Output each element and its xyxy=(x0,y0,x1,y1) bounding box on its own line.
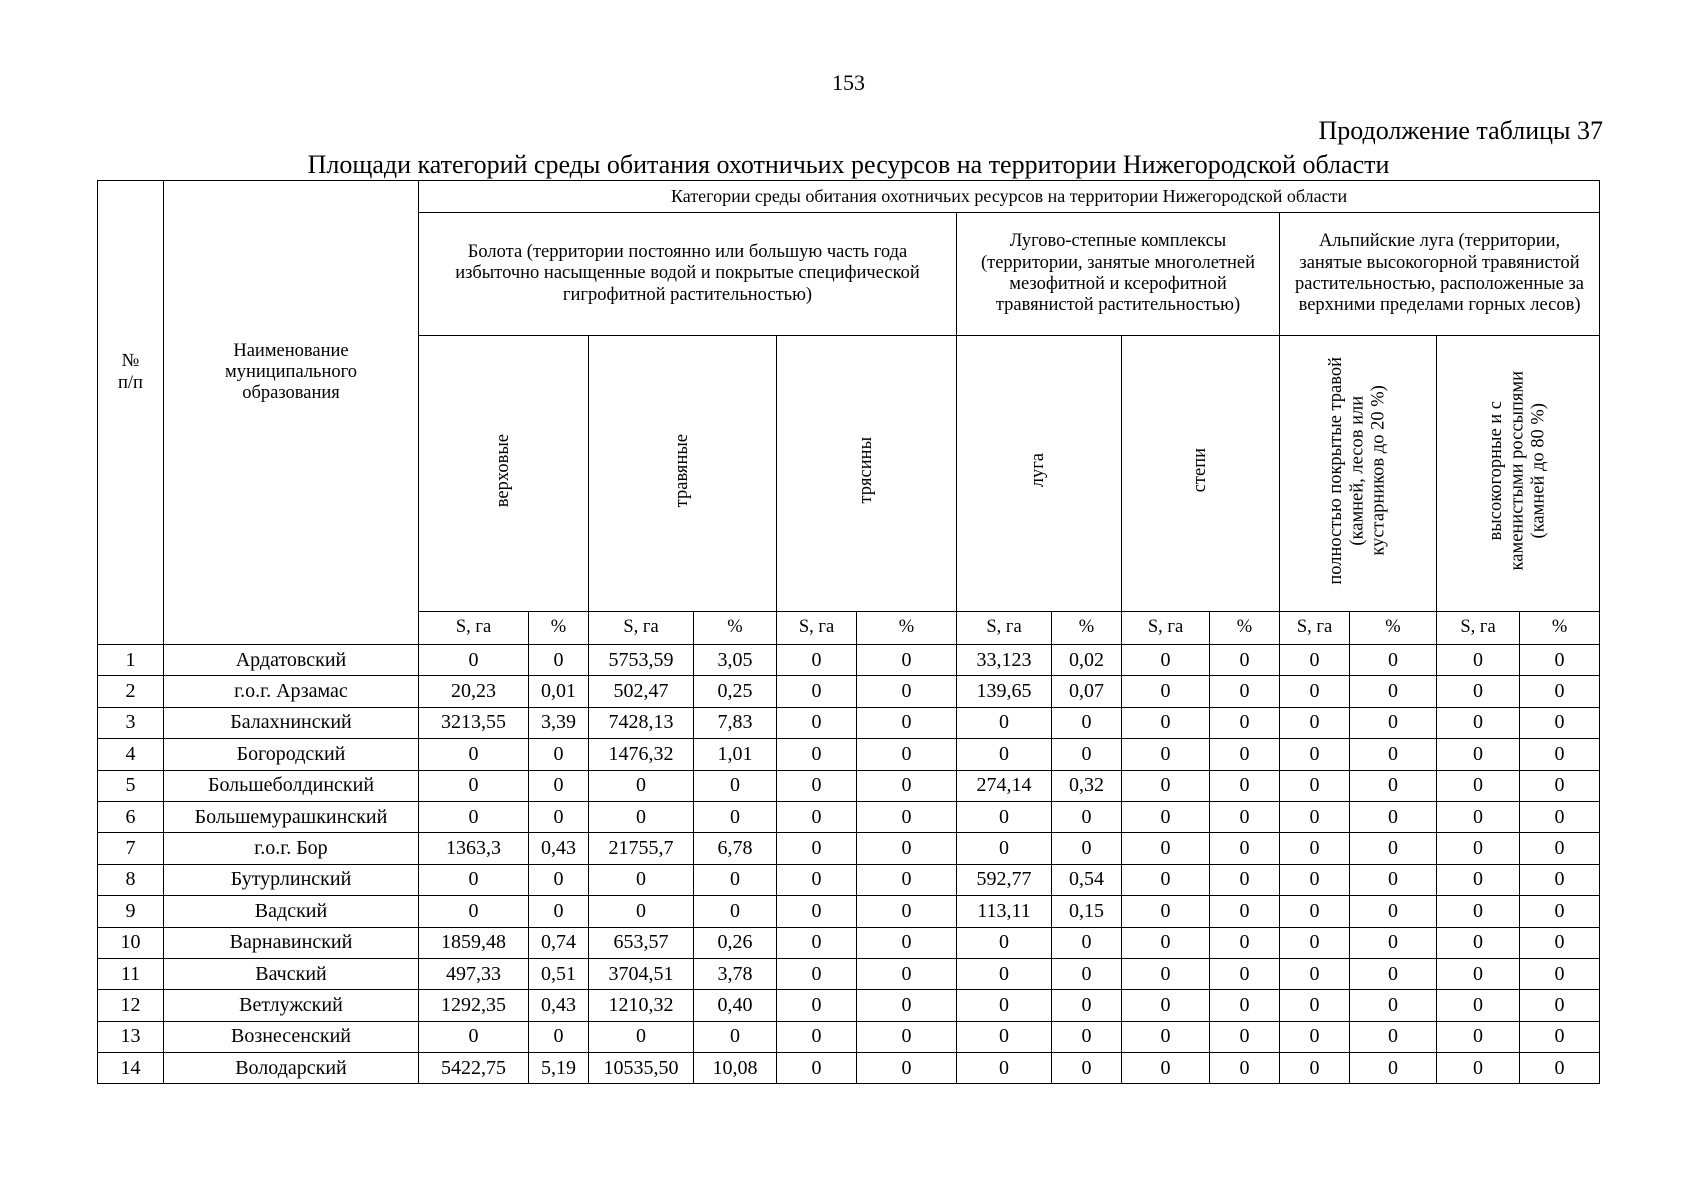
municipality-name-cell: Богородский xyxy=(164,739,419,770)
value-cell: 0 xyxy=(777,645,857,676)
value-cell: 0,32 xyxy=(1052,770,1122,801)
value-cell: 0 xyxy=(1437,707,1520,738)
value-cell: 0 xyxy=(1210,770,1280,801)
value-cell: 0 xyxy=(1210,927,1280,958)
value-cell: 0 xyxy=(419,1021,529,1052)
value-cell: 3,05 xyxy=(694,645,777,676)
value-cell: 0 xyxy=(1437,739,1520,770)
value-cell: 0 xyxy=(1350,833,1437,864)
subheader-raised-bogs xyxy=(419,336,589,612)
subheader-quagmires xyxy=(777,336,957,612)
value-cell: 0 xyxy=(1520,770,1600,801)
value-cell: 0 xyxy=(1350,990,1437,1021)
municipality-name-cell: Большеболдинский xyxy=(164,770,419,801)
value-cell: 0 xyxy=(589,896,694,927)
value-cell: 592,77 xyxy=(957,864,1052,895)
value-cell: 0 xyxy=(1437,676,1520,707)
value-cell: 0 xyxy=(957,990,1052,1021)
row-number-cell: 4 xyxy=(98,739,164,770)
value-cell: 5422,75 xyxy=(419,1053,529,1084)
value-cell: 0 xyxy=(777,801,857,832)
value-cell: 497,33 xyxy=(419,958,529,989)
group-header-alpine-meadows: Альпийские луга (территории, занятые высокогорной травянистой растительностью, расположенные за верхними пределами горных лесов) xyxy=(1280,213,1600,336)
table-row xyxy=(98,1021,1600,1052)
value-cell: 0 xyxy=(1052,739,1122,770)
value-cell: 0 xyxy=(1280,833,1350,864)
value-cell: 5,19 xyxy=(529,1053,589,1084)
value-cell: 0 xyxy=(1052,707,1122,738)
value-cell: 0,07 xyxy=(1052,676,1122,707)
group-header-bogs: Болота (территории постоянно или большую часть года избыточно насыщенные водой и покрытые специфической гигрофитной растительностью) xyxy=(419,213,957,336)
value-cell: 0 xyxy=(857,833,957,864)
column-header-name xyxy=(164,181,419,645)
table-row xyxy=(98,927,1600,958)
value-cell: 0 xyxy=(1520,676,1600,707)
municipality-name-cell: Балахнинский xyxy=(164,707,419,738)
value-cell: 0 xyxy=(1437,801,1520,832)
value-cell: 0 xyxy=(1280,958,1350,989)
habitat-areas-table xyxy=(97,180,1600,1084)
value-cell: 0 xyxy=(1280,896,1350,927)
subheader-meadows xyxy=(957,336,1122,612)
value-cell: 0 xyxy=(419,739,529,770)
subheader-steppes xyxy=(1122,336,1280,612)
value-cell: 7,83 xyxy=(694,707,777,738)
value-cell: 20,23 xyxy=(419,676,529,707)
unit-area: S, га xyxy=(777,612,857,645)
table-row xyxy=(98,770,1600,801)
value-cell: 0 xyxy=(857,896,957,927)
value-cell: 0 xyxy=(957,1021,1052,1052)
value-cell: 0 xyxy=(589,864,694,895)
value-cell: 0 xyxy=(1210,1053,1280,1084)
value-cell: 0 xyxy=(1122,676,1210,707)
value-cell: 0 xyxy=(777,739,857,770)
value-cell: 0 xyxy=(1052,990,1122,1021)
value-cell: 0 xyxy=(694,896,777,927)
value-cell: 0 xyxy=(419,645,529,676)
value-cell: 0 xyxy=(1520,958,1600,989)
value-cell: 0 xyxy=(1210,958,1280,989)
value-cell: 0 xyxy=(1052,1053,1122,1084)
value-cell: 0 xyxy=(857,739,957,770)
value-cell: 0 xyxy=(957,927,1052,958)
value-cell: 0 xyxy=(777,1053,857,1084)
group-header-meadow-steppe: Лугово-степные комплексы (территории, занятые многолетней мезофитной и ксерофитной травянистой растительностью) xyxy=(957,213,1280,336)
value-cell: 0 xyxy=(1520,739,1600,770)
row-number-cell: 11 xyxy=(98,958,164,989)
value-cell: 0 xyxy=(957,801,1052,832)
value-cell: 0 xyxy=(857,1021,957,1052)
value-cell: 0 xyxy=(957,739,1052,770)
value-cell: 0 xyxy=(1122,990,1210,1021)
value-cell: 0,43 xyxy=(529,990,589,1021)
value-cell: 0,02 xyxy=(1052,645,1122,676)
unit-percent: % xyxy=(857,612,957,645)
value-cell: 0 xyxy=(1280,990,1350,1021)
table-row xyxy=(98,990,1600,1021)
value-cell: 0 xyxy=(1122,896,1210,927)
value-cell: 0 xyxy=(1350,927,1437,958)
value-cell: 0 xyxy=(777,958,857,989)
value-cell: 0 xyxy=(857,801,957,832)
value-cell: 1859,48 xyxy=(419,927,529,958)
value-cell: 10,08 xyxy=(694,1053,777,1084)
value-cell: 0 xyxy=(419,864,529,895)
value-cell: 0 xyxy=(777,864,857,895)
value-cell: 5753,59 xyxy=(589,645,694,676)
value-cell: 0 xyxy=(1052,1021,1122,1052)
unit-percent: % xyxy=(1210,612,1280,645)
value-cell: 0 xyxy=(1520,707,1600,738)
value-cell: 10535,50 xyxy=(589,1053,694,1084)
value-cell: 0 xyxy=(1210,739,1280,770)
value-cell: 0 xyxy=(529,1021,589,1052)
row-number-cell: 13 xyxy=(98,1021,164,1052)
value-cell: 0,26 xyxy=(694,927,777,958)
value-cell: 0 xyxy=(529,770,589,801)
municipality-name-cell: г.о.г. Арзамас xyxy=(164,676,419,707)
value-cell: 0 xyxy=(1350,864,1437,895)
value-cell: 0 xyxy=(857,864,957,895)
municipality-name-cell: Вачский xyxy=(164,958,419,989)
value-cell: 0 xyxy=(1210,801,1280,832)
subheader-grass-bogs xyxy=(589,336,777,612)
value-cell: 0 xyxy=(1052,801,1122,832)
subheader-grass-covered xyxy=(1280,336,1437,612)
value-cell: 0 xyxy=(857,1053,957,1084)
unit-percent: % xyxy=(694,612,777,645)
value-cell: 0,15 xyxy=(1052,896,1122,927)
table-row xyxy=(98,896,1600,927)
value-cell: 0 xyxy=(1280,1021,1350,1052)
municipality-name-cell: Вадский xyxy=(164,896,419,927)
value-cell: 0 xyxy=(694,770,777,801)
value-cell: 113,11 xyxy=(957,896,1052,927)
value-cell: 0 xyxy=(1122,739,1210,770)
value-cell: 0 xyxy=(857,770,957,801)
subheader-highland-rocky-text: высокогорные и с каменистыми россыпями (камней до 80 %) xyxy=(1486,370,1549,571)
value-cell: 1,01 xyxy=(694,739,777,770)
value-cell: 0 xyxy=(1350,676,1437,707)
value-cell: 0 xyxy=(1437,990,1520,1021)
row-number-cell: 5 xyxy=(98,770,164,801)
value-cell: 0 xyxy=(1280,864,1350,895)
value-cell: 0 xyxy=(1122,833,1210,864)
value-cell: 0,01 xyxy=(529,676,589,707)
value-cell: 0 xyxy=(1350,1021,1437,1052)
table-body xyxy=(98,645,1600,1084)
value-cell: 0 xyxy=(1520,864,1600,895)
value-cell: 0 xyxy=(957,833,1052,864)
table-title: Площади категорий среды обитания охотничьих ресурсов на территории Нижегородской области xyxy=(307,150,1390,179)
value-cell: 0 xyxy=(857,676,957,707)
value-cell: 3213,55 xyxy=(419,707,529,738)
value-cell: 0 xyxy=(1122,864,1210,895)
value-cell: 0 xyxy=(1210,990,1280,1021)
value-cell: 1210,32 xyxy=(589,990,694,1021)
value-cell: 0 xyxy=(777,707,857,738)
row-number-cell: 8 xyxy=(98,864,164,895)
row-number-cell: 1 xyxy=(98,645,164,676)
number-header-text: № п/п xyxy=(118,351,143,393)
value-cell: 0 xyxy=(777,896,857,927)
value-cell: 0 xyxy=(1350,645,1437,676)
value-cell: 274,14 xyxy=(957,770,1052,801)
value-cell: 0 xyxy=(1437,833,1520,864)
value-cell: 0 xyxy=(1350,896,1437,927)
value-cell: 0 xyxy=(1122,801,1210,832)
value-cell: 0 xyxy=(1520,1021,1600,1052)
table-row xyxy=(98,958,1600,989)
subheader-steppes-text: степи xyxy=(1189,448,1210,493)
municipality-name-cell: Ветлужский xyxy=(164,990,419,1021)
value-cell: 0,40 xyxy=(694,990,777,1021)
unit-area: S, га xyxy=(957,612,1052,645)
unit-percent: % xyxy=(529,612,589,645)
value-cell: 0 xyxy=(1210,707,1280,738)
value-cell: 0 xyxy=(1122,958,1210,989)
unit-area: S, га xyxy=(1280,612,1350,645)
table-row xyxy=(98,707,1600,738)
municipality-name-cell: Вознесенский xyxy=(164,1021,419,1052)
unit-area: S, га xyxy=(589,612,694,645)
value-cell: 0 xyxy=(589,1021,694,1052)
value-cell: 139,65 xyxy=(957,676,1052,707)
value-cell: 0 xyxy=(1280,739,1350,770)
value-cell: 0 xyxy=(1350,770,1437,801)
value-cell: 0 xyxy=(1122,707,1210,738)
value-cell: 3,39 xyxy=(529,707,589,738)
value-cell: 0 xyxy=(777,1021,857,1052)
unit-area: S, га xyxy=(1122,612,1210,645)
row-number-cell: 14 xyxy=(98,1053,164,1084)
value-cell: 0 xyxy=(1437,1053,1520,1084)
value-cell: 0 xyxy=(1122,770,1210,801)
value-cell: 0 xyxy=(1280,676,1350,707)
value-cell: 0 xyxy=(1122,645,1210,676)
row-number-cell: 7 xyxy=(98,833,164,864)
subheader-raised-bogs-text: верховые xyxy=(492,433,513,508)
value-cell: 0 xyxy=(777,990,857,1021)
municipality-name-cell: Большемурашкинский xyxy=(164,801,419,832)
value-cell: 0 xyxy=(419,770,529,801)
value-cell: 0 xyxy=(1052,833,1122,864)
value-cell: 0 xyxy=(694,864,777,895)
value-cell: 0 xyxy=(1280,770,1350,801)
value-cell: 0 xyxy=(1520,896,1600,927)
value-cell: 502,47 xyxy=(589,676,694,707)
value-cell: 0 xyxy=(529,739,589,770)
value-cell: 0,54 xyxy=(1052,864,1122,895)
value-cell: 0 xyxy=(1052,958,1122,989)
value-cell: 0 xyxy=(1210,645,1280,676)
value-cell: 0 xyxy=(1122,1053,1210,1084)
table-row xyxy=(98,801,1600,832)
unit-percent: % xyxy=(1350,612,1437,645)
value-cell: 0 xyxy=(1350,801,1437,832)
value-cell: 3704,51 xyxy=(589,958,694,989)
value-cell: 0 xyxy=(1280,645,1350,676)
table-row xyxy=(98,833,1600,864)
value-cell: 0 xyxy=(1210,833,1280,864)
value-cell: 0 xyxy=(777,676,857,707)
value-cell: 0 xyxy=(1520,833,1600,864)
value-cell: 0 xyxy=(1280,707,1350,738)
value-cell: 1363,3 xyxy=(419,833,529,864)
municipality-name-cell: Володарский xyxy=(164,1053,419,1084)
value-cell: 0 xyxy=(1122,927,1210,958)
subheader-highland-rocky xyxy=(1437,336,1600,612)
value-cell: 6,78 xyxy=(694,833,777,864)
value-cell: 0 xyxy=(1052,927,1122,958)
value-cell: 0 xyxy=(1280,927,1350,958)
subheader-grass-covered-text: полностью покрытые травой (камней, лесов или кустарников до 20 %) xyxy=(1326,356,1389,585)
row-number-cell: 9 xyxy=(98,896,164,927)
value-cell: 7428,13 xyxy=(589,707,694,738)
value-cell: 0 xyxy=(777,833,857,864)
value-cell: 0 xyxy=(1122,1021,1210,1052)
value-cell: 0 xyxy=(589,770,694,801)
value-cell: 1292,35 xyxy=(419,990,529,1021)
value-cell: 3,78 xyxy=(694,958,777,989)
value-cell: 0 xyxy=(1210,1021,1280,1052)
subheader-grass-bogs-text: травяные xyxy=(671,433,692,508)
value-cell: 0 xyxy=(957,1053,1052,1084)
unit-area: S, га xyxy=(1437,612,1520,645)
table-row xyxy=(98,645,1600,676)
value-cell: 0 xyxy=(1520,801,1600,832)
table-row xyxy=(98,676,1600,707)
value-cell: 21755,7 xyxy=(589,833,694,864)
unit-area: S, га xyxy=(419,612,529,645)
value-cell: 0 xyxy=(857,958,957,989)
value-cell: 0 xyxy=(1437,927,1520,958)
value-cell: 0 xyxy=(1210,676,1280,707)
value-cell: 0,25 xyxy=(694,676,777,707)
value-cell: 0 xyxy=(857,645,957,676)
value-cell: 0 xyxy=(1520,990,1600,1021)
value-cell: 0,74 xyxy=(529,927,589,958)
value-cell: 0 xyxy=(1437,896,1520,927)
table-continuation-label: Продолжение таблицы 37 xyxy=(1318,116,1603,145)
value-cell: 0 xyxy=(957,958,1052,989)
municipality-name-cell: Ардатовский xyxy=(164,645,419,676)
categories-header: Категории среды обитания охотничьих ресурсов на территории Нижегородской области xyxy=(419,181,1600,213)
value-cell: 0 xyxy=(957,707,1052,738)
value-cell: 0 xyxy=(1280,801,1350,832)
value-cell: 0 xyxy=(857,707,957,738)
name-header-text: Наименование муниципального образования xyxy=(224,340,358,404)
value-cell: 0 xyxy=(529,896,589,927)
value-cell: 0 xyxy=(419,801,529,832)
value-cell: 0 xyxy=(694,1021,777,1052)
value-cell: 0 xyxy=(1437,864,1520,895)
value-cell: 0 xyxy=(1437,770,1520,801)
value-cell: 0 xyxy=(529,801,589,832)
value-cell: 0 xyxy=(694,801,777,832)
value-cell: 0 xyxy=(1520,1053,1600,1084)
row-number-cell: 10 xyxy=(98,927,164,958)
value-cell: 0 xyxy=(419,896,529,927)
subheader-meadows-text: луга xyxy=(1028,453,1049,488)
value-cell: 0 xyxy=(1210,896,1280,927)
table-row xyxy=(98,864,1600,895)
value-cell: 0 xyxy=(857,990,957,1021)
page-number: 153 xyxy=(832,70,865,95)
value-cell: 0 xyxy=(1437,645,1520,676)
value-cell: 0 xyxy=(857,927,957,958)
value-cell: 0 xyxy=(1437,958,1520,989)
value-cell: 0 xyxy=(1350,958,1437,989)
value-cell: 0 xyxy=(1520,645,1600,676)
value-cell: 0 xyxy=(1280,1053,1350,1084)
value-cell: 0 xyxy=(777,770,857,801)
table-row xyxy=(98,1053,1600,1084)
column-header-number xyxy=(98,181,164,645)
row-number-cell: 6 xyxy=(98,801,164,832)
unit-percent: % xyxy=(1520,612,1600,645)
value-cell: 0 xyxy=(1520,927,1600,958)
value-cell: 0 xyxy=(529,864,589,895)
value-cell: 33,123 xyxy=(957,645,1052,676)
table-row xyxy=(98,739,1600,770)
value-cell: 0 xyxy=(1350,1053,1437,1084)
row-number-cell: 3 xyxy=(98,707,164,738)
row-number-cell: 12 xyxy=(98,990,164,1021)
value-cell: 0 xyxy=(1350,739,1437,770)
municipality-name-cell: Бутурлинский xyxy=(164,864,419,895)
municipality-name-cell: Варнавинский xyxy=(164,927,419,958)
value-cell: 0,51 xyxy=(529,958,589,989)
row-number-cell: 2 xyxy=(98,676,164,707)
value-cell: 0 xyxy=(529,645,589,676)
value-cell: 0 xyxy=(1350,707,1437,738)
value-cell: 0,43 xyxy=(529,833,589,864)
value-cell: 1476,32 xyxy=(589,739,694,770)
subheader-quagmires-text: трясины xyxy=(855,437,876,504)
value-cell: 0 xyxy=(777,927,857,958)
value-cell: 0 xyxy=(1210,864,1280,895)
value-cell: 0 xyxy=(589,801,694,832)
value-cell: 653,57 xyxy=(589,927,694,958)
unit-percent: % xyxy=(1052,612,1122,645)
municipality-name-cell: г.о.г. Бор xyxy=(164,833,419,864)
value-cell: 0 xyxy=(1437,1021,1520,1052)
